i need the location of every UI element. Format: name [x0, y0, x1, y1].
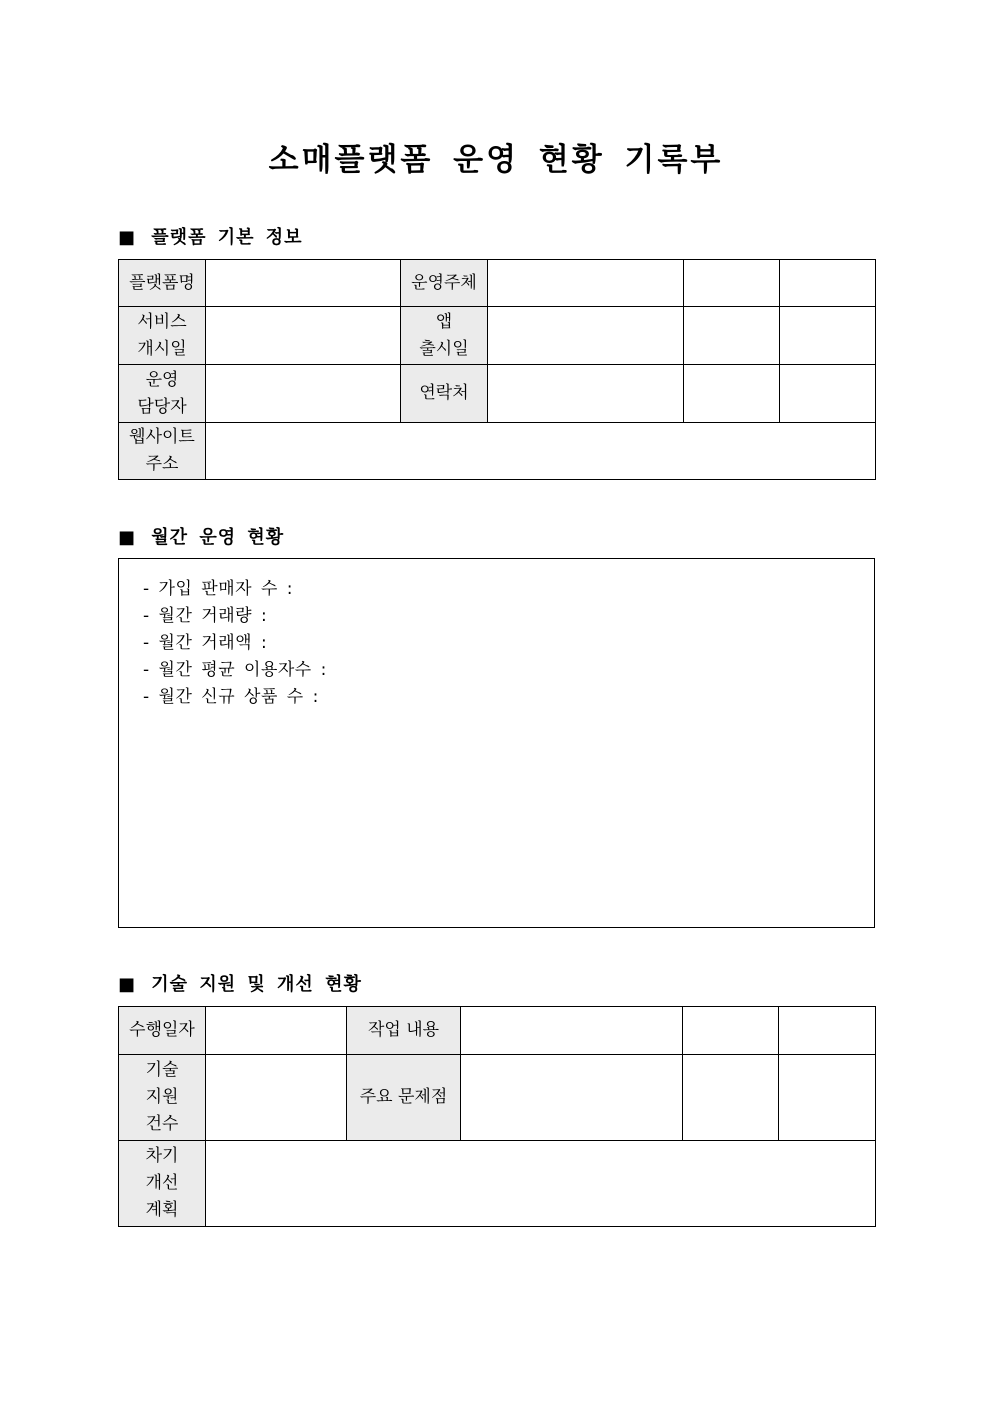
table-row — [119, 260, 876, 307]
label-line: 계획 — [145, 1200, 179, 1220]
table-row — [119, 1141, 876, 1227]
basic-info-table — [118, 259, 876, 480]
extra-field[interactable] — [683, 1055, 779, 1141]
label-line: 차기 — [145, 1146, 179, 1166]
extra-field[interactable] — [684, 307, 780, 365]
label-line: 개선 — [145, 1173, 179, 1193]
support-count-field[interactable] — [206, 1055, 347, 1141]
square-bullet-icon: ■ — [118, 227, 137, 248]
extra-field[interactable] — [780, 307, 876, 365]
manager-label — [119, 365, 206, 423]
square-bullet-icon: ■ — [118, 974, 137, 995]
website-label — [119, 423, 206, 480]
service-start-field[interactable] — [206, 307, 401, 365]
label-line: 앱 — [435, 311, 453, 332]
section-heading-monthly-status — [118, 523, 284, 549]
extra-field[interactable] — [779, 1007, 876, 1055]
label-line: 담당자 — [137, 396, 187, 417]
service-start-label — [119, 307, 206, 365]
date-label: 수행일자 — [119, 1007, 206, 1055]
label-line: 기술 — [145, 1060, 179, 1080]
main-issue-label: 주요 문제점 — [347, 1055, 461, 1141]
label-line: 운영 — [145, 369, 179, 390]
label-line: 출시일 — [419, 338, 469, 359]
section-heading-text: 월간 운영 현황 — [151, 527, 285, 548]
monthly-status-list — [119, 559, 874, 711]
list-item: - 가입 판매자 수 : — [143, 579, 294, 599]
app-release-label — [401, 307, 488, 365]
square-bullet-icon: ■ — [118, 527, 137, 548]
label-line: 개시일 — [137, 338, 187, 359]
table-row — [119, 1007, 876, 1055]
section-heading-tech-support — [118, 970, 362, 996]
section-heading-basic-info — [118, 223, 303, 249]
extra-field[interactable] — [684, 365, 780, 423]
support-count-label — [119, 1055, 206, 1141]
list-item: - 월간 평균 이용자수 : — [143, 660, 327, 680]
platform-name-label: 플랫폼명 — [119, 260, 206, 307]
section-heading-text: 기술 지원 및 개선 현황 — [151, 974, 362, 995]
main-issue-field[interactable] — [461, 1055, 683, 1141]
work-label: 작업 내용 — [347, 1007, 461, 1055]
label-line: 지원 — [145, 1087, 179, 1107]
table-row — [119, 365, 876, 423]
platform-name-field[interactable] — [206, 260, 401, 307]
label-line: 주소 — [145, 454, 179, 474]
label-line: 웹사이트 — [129, 427, 195, 447]
monthly-status-box[interactable] — [118, 558, 875, 928]
table-row — [119, 1055, 876, 1141]
label-line: 건수 — [145, 1114, 179, 1134]
operator-label: 운영주체 — [401, 260, 488, 307]
list-item: - 월간 신규 상품 수 : — [143, 687, 319, 707]
manager-field[interactable] — [206, 365, 401, 423]
app-release-field[interactable] — [488, 307, 684, 365]
contact-label: 연락처 — [401, 365, 488, 423]
extra-field[interactable] — [683, 1007, 779, 1055]
work-field[interactable] — [461, 1007, 683, 1055]
date-field[interactable] — [206, 1007, 347, 1055]
operator-field[interactable] — [488, 260, 684, 307]
tech-support-table — [118, 1006, 876, 1227]
label-line: 서비스 — [137, 311, 187, 332]
extra-field[interactable] — [684, 260, 780, 307]
extra-field[interactable] — [780, 365, 876, 423]
table-row — [119, 423, 876, 480]
contact-field[interactable] — [488, 365, 684, 423]
next-plan-label — [119, 1141, 206, 1227]
website-field[interactable] — [206, 423, 876, 480]
document-title: 소매플랫폼 운영 현황 기록부 — [268, 142, 724, 178]
section-heading-text: 플랫폼 기본 정보 — [151, 227, 303, 248]
extra-field[interactable] — [780, 260, 876, 307]
list-item: - 월간 거래량 : — [143, 606, 268, 626]
table-row — [119, 307, 876, 365]
next-plan-field[interactable] — [206, 1141, 876, 1227]
extra-field[interactable] — [779, 1055, 876, 1141]
list-item: - 월간 거래액 : — [143, 633, 268, 653]
